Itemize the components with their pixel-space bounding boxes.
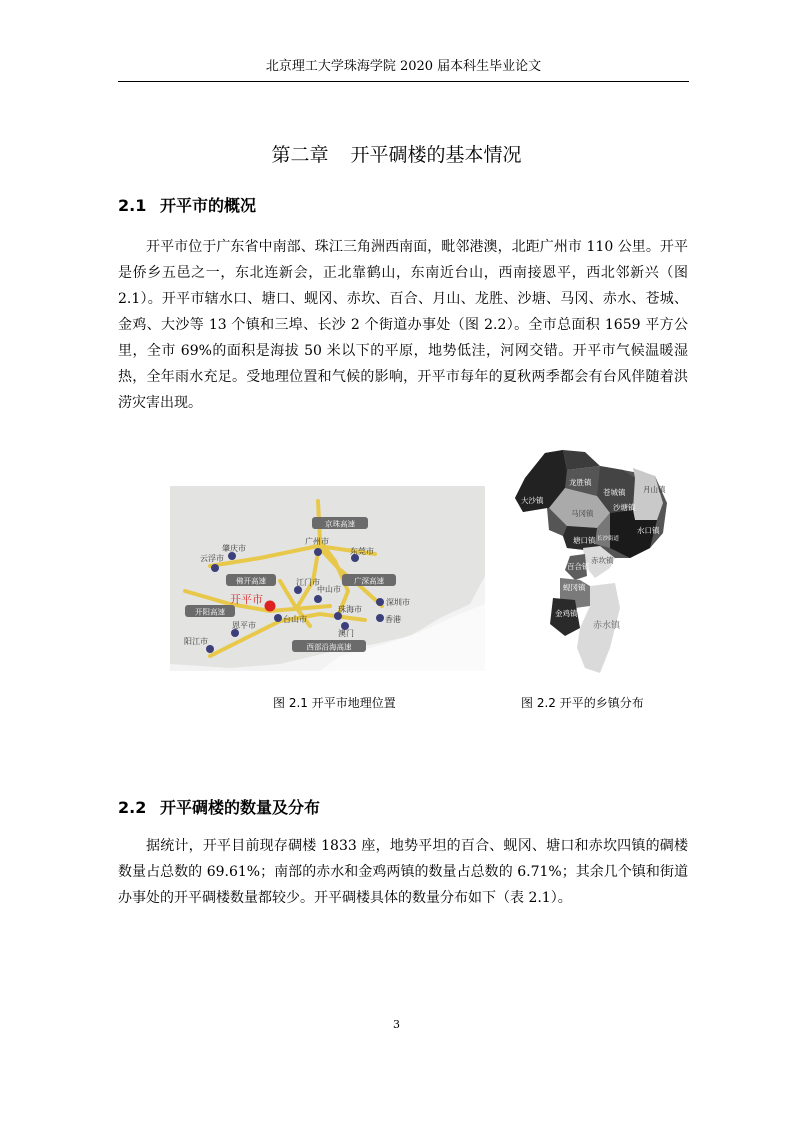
- town-label: 蚬冈镇: [563, 583, 586, 592]
- section-number: 2.1: [118, 196, 147, 215]
- highway-label: 开阳高速: [195, 607, 225, 617]
- highway-label: 广深高速: [354, 576, 384, 586]
- city-label: 广州市: [305, 537, 329, 546]
- section-number: 2.2: [118, 798, 147, 817]
- body-paragraph-2-1: 开平市位于广东省中南部、珠江三角洲西南面，毗邻港澳，北距广州市 110 公里。开平是侨乡五邑之一，东北连新会，正北靠鹤山，东南近台山，西南接恩平，西北邻新兴（图 2.1）。开平市辖水口、塘口、蚬冈、赤坎、百合、月山、龙胜、沙塘、马冈、赤水、苍城、金鸡、大沙等 13 个镇和三埠、长沙 2 个街道办事处（图 2.2）。全市总面积 1659 平方公里，全市 69%的面积是海拔 50 米以下的平原，地势低洼，河网交错。开平市气候温暖湿热，全年雨水充足。受地理位置和气候的影响，开平市每年的夏秋两季都会有台风伴随着洪涝灾害出现。: [118, 239, 688, 411]
- chapter-number: 第二章: [271, 144, 329, 166]
- city-label: 深圳市: [386, 598, 410, 607]
- town-label: 龙胜镇: [569, 478, 592, 487]
- highway-label: 西部沿海高速: [306, 642, 352, 652]
- town-label: 苍城镇: [603, 488, 626, 497]
- city-label-kaiping: 开平市: [230, 593, 263, 606]
- city-label: 东莞市: [350, 547, 374, 556]
- town-label: 大沙镇: [521, 496, 544, 505]
- section-heading-2-2: [118, 795, 320, 818]
- town-label: 月山镇: [643, 485, 666, 494]
- town-label: 赤坎镇: [591, 556, 614, 565]
- figure-township-map: [505, 448, 675, 680]
- section-heading-2-1: [118, 193, 256, 216]
- highway-label: 佛开高速: [236, 576, 266, 586]
- running-header: 北京理工大学珠海学院 2020 届本科生毕业论文: [118, 55, 689, 82]
- town-label: 马冈镇: [571, 509, 594, 518]
- city-label: 澳门: [338, 629, 354, 638]
- town-label: 沙塘镇: [613, 503, 636, 512]
- chapter-title: [0, 140, 793, 167]
- town-label: 长沙街道: [597, 536, 620, 542]
- page-number: 3: [393, 1018, 400, 1031]
- section-title: 开平市的概况: [160, 196, 257, 215]
- town-label: 赤水镇: [593, 621, 621, 631]
- figure-location-map: [170, 486, 485, 671]
- city-label: 中山市: [317, 585, 341, 594]
- town-label: 金鸡镇: [555, 609, 578, 618]
- city-label: 肇庆市: [222, 544, 246, 553]
- town-label: 塘口镇: [573, 536, 596, 545]
- city-label: 阳江市: [184, 637, 208, 646]
- city-label: 台山市: [283, 615, 307, 624]
- highway-label: 京珠高速: [325, 519, 355, 529]
- body-paragraph-2-2: 据统计，开平目前现存碉楼 1833 座，地势平坦的百合、蚬冈、塘口和赤坎四镇的碉楼数量占总数的 69.61%；南部的赤水和金鸡两镇的数量占总数的 6.71%；其余几个镇和街道办事处的开平碉楼数量都较少。开平碉楼具体的数量分布如下（表 2.1）。: [118, 838, 688, 906]
- chapter-name: 开平碉楼的基本情况: [350, 144, 522, 166]
- town-label: 水口镇: [637, 526, 660, 535]
- figure-caption-2-1: 图 2.1 开平市地理位置: [273, 696, 396, 710]
- city-label: 珠海市: [338, 605, 362, 614]
- section-title: 开平碉楼的数量及分布: [160, 798, 321, 817]
- town-label: 百合镇: [567, 562, 590, 571]
- city-label: 江门市: [296, 578, 320, 587]
- city-label: 云浮市: [200, 554, 224, 563]
- city-label: 恩平市: [232, 621, 256, 630]
- figure-caption-2-2: 图 2.2 开平的乡镇分布: [521, 696, 644, 710]
- city-label: 香港: [385, 615, 401, 624]
